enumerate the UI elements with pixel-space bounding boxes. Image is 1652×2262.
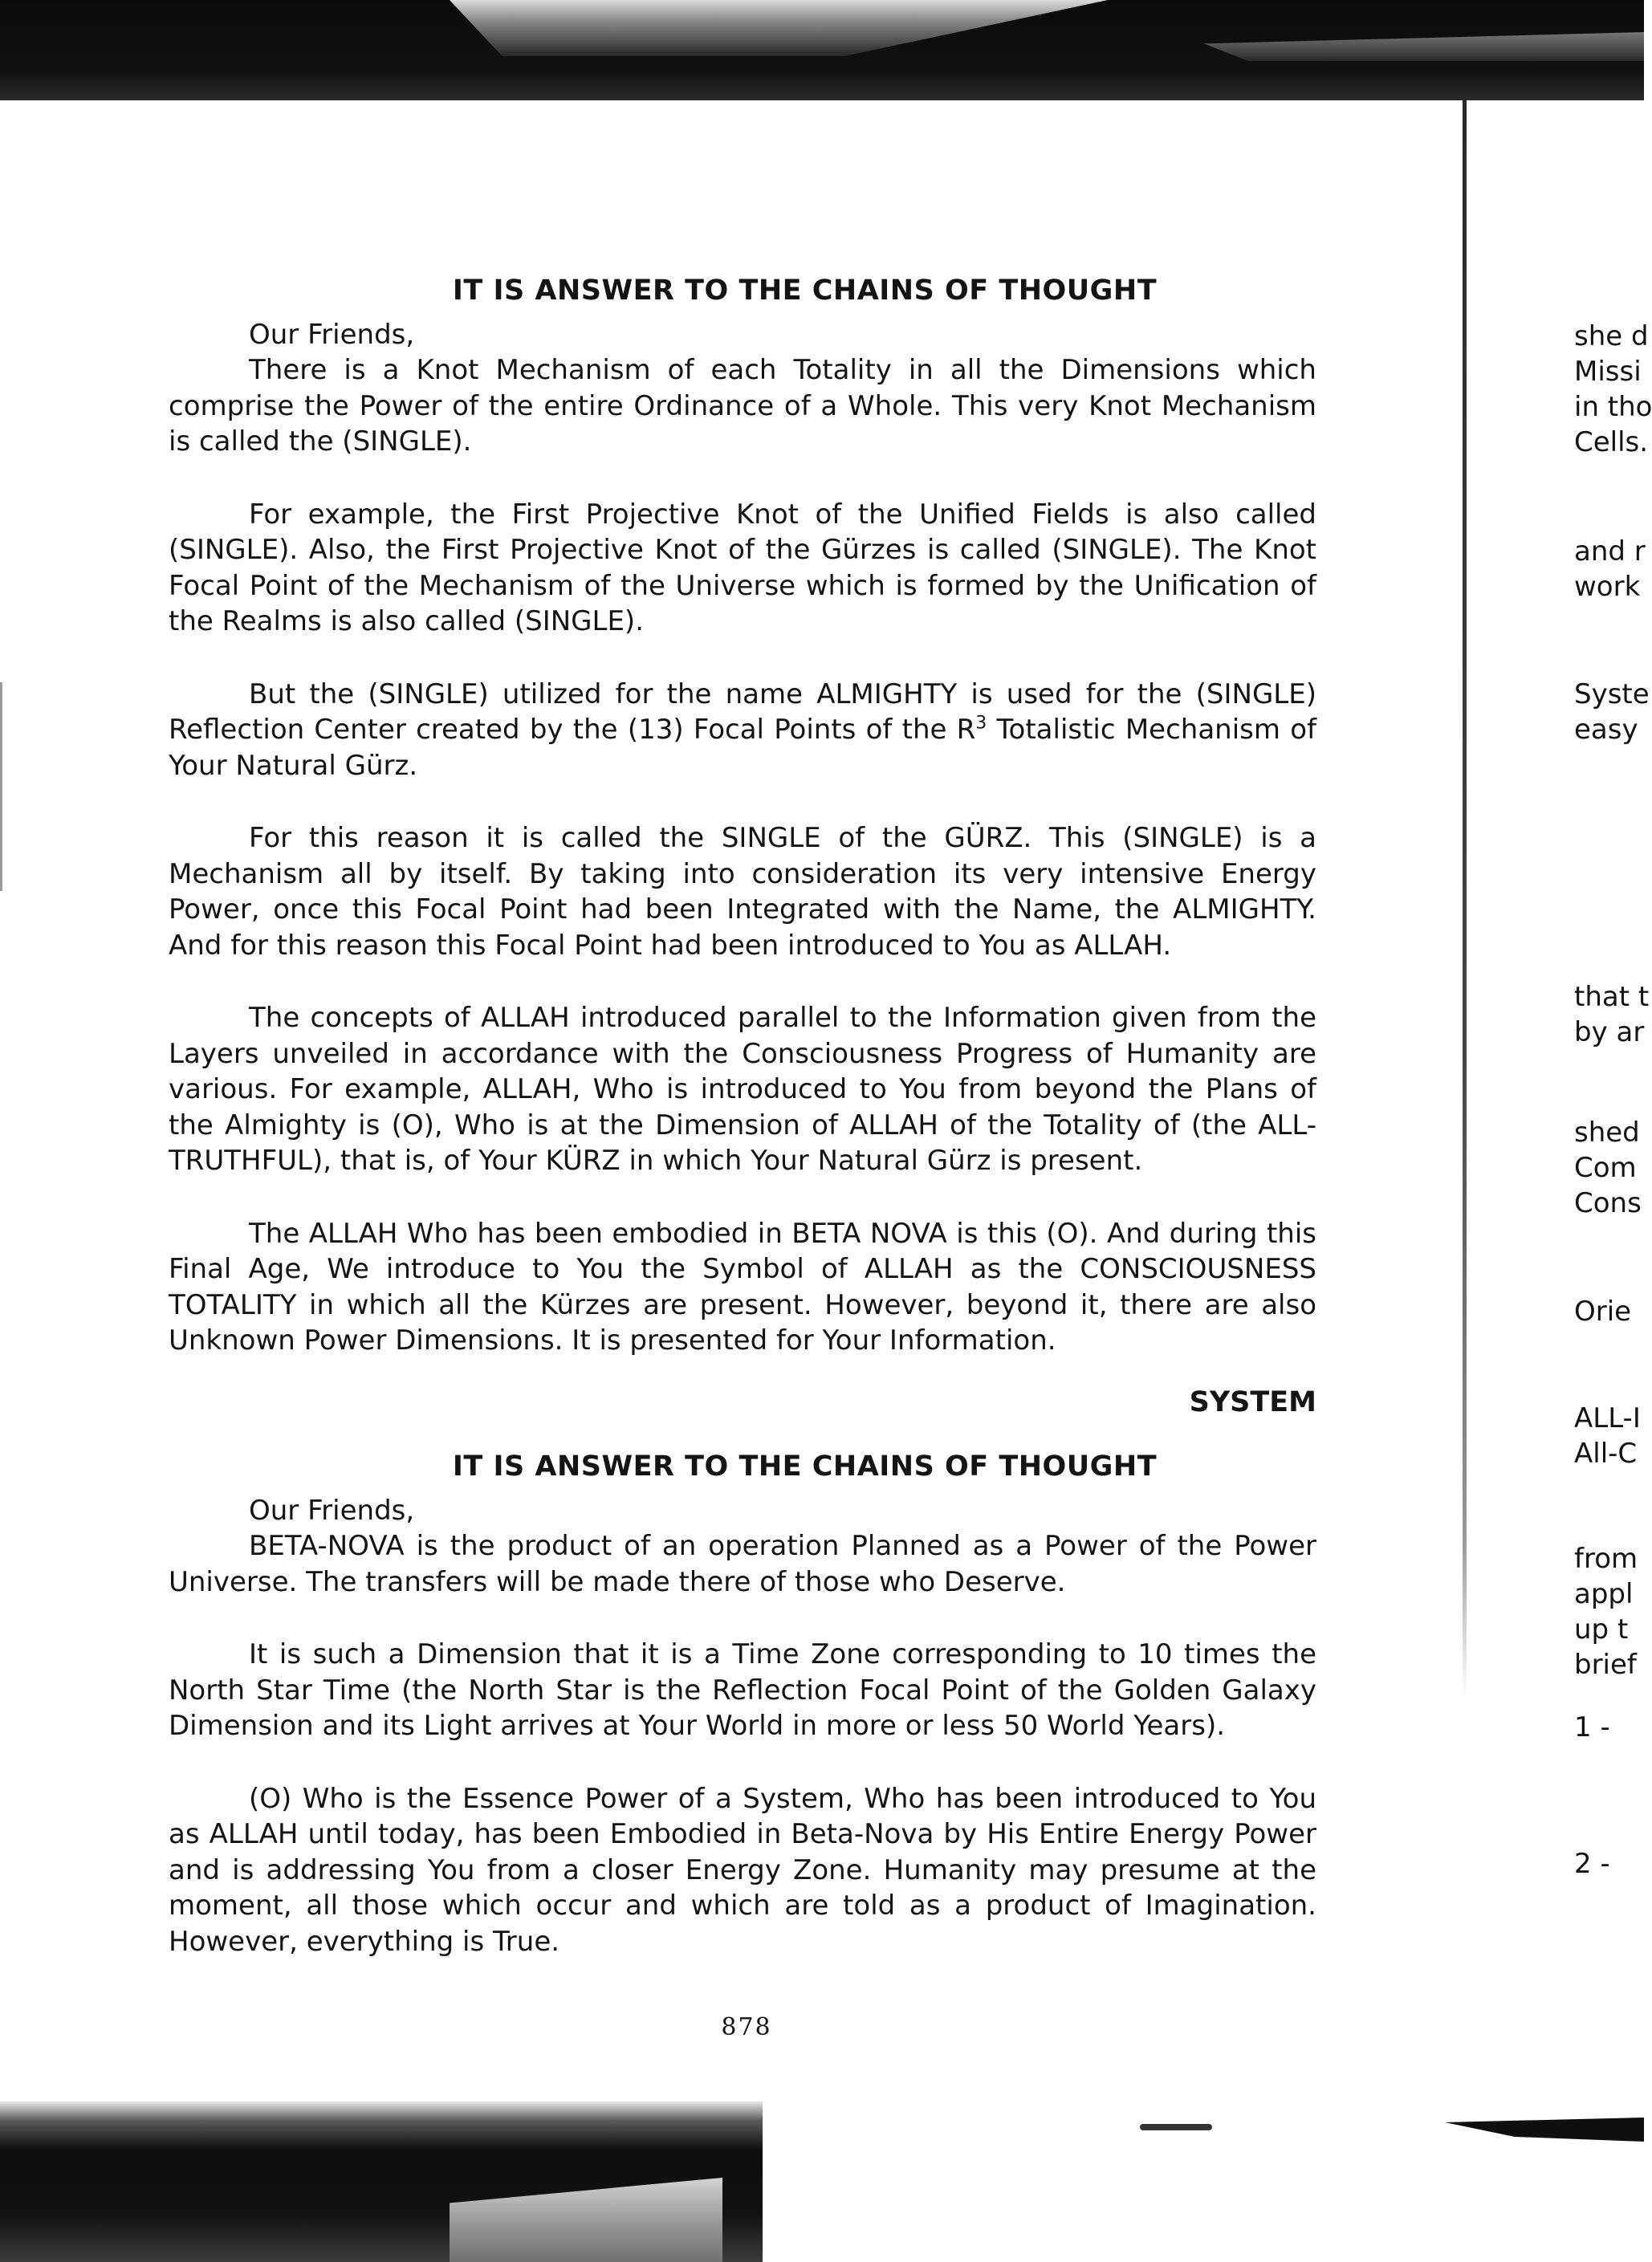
facing-page-text: Cons	[1574, 1187, 1642, 1219]
book-page	[169, 273, 1316, 1996]
book-gutter	[1463, 100, 1467, 1698]
paragraph: The concepts of ALLAH introduced parallel to the Information given from the Layers unveiled in accordance with the Consciousness Progress of Humanity are various. For example, ALLAH, Who is introduced to You from beyond the Plans of the Almighty is (O), Who is at the Dimension of ALLAH of the Totality of (the ALL-TRUTHFUL), that is, of Your KÜRZ in which Your Natural Gürz is present.	[169, 1002, 1316, 1177]
facing-page-text: ALL-I	[1574, 1402, 1641, 1434]
facing-page-text: that t	[1574, 981, 1650, 1013]
facing-page-text: Orie	[1574, 1296, 1632, 1328]
scan-artifact	[1140, 2124, 1212, 2130]
facing-page-text: All-C	[1574, 1438, 1638, 1470]
page-edge	[0, 682, 2, 891]
facing-page-text: shed	[1574, 1117, 1640, 1149]
paragraph-text: But the (SINGLE) utilized for the name ALMIGHTY is used for the (SINGLE) Reflection Center created by the (13) Focal Points of the R	[169, 677, 1316, 746]
facing-page	[1574, 0, 1652, 2262]
page-number: 878	[721, 2013, 772, 2041]
paragraph: For this reason it is called the SINGLE of the GÜRZ. This (SINGLE) is a Mechanism all by itself. By taking into consideration its very intensive Energy Power, once this Focal Point had been Integrated with the Name, the ALMIGHTY. And for this reason this Focal Point had been introduced to You as ALLAH.	[169, 822, 1316, 962]
facing-page-text: in tho	[1574, 391, 1652, 423]
facing-page-text: Com	[1574, 1152, 1637, 1184]
facing-page-text: by ar	[1574, 1016, 1645, 1048]
paragraph-text: Totalistic Mechanism of Your Natural Gürz.	[169, 714, 1316, 782]
paragraph: BETA-NOVA is the product of an operation Planned as a Power of the Power Universe. The transfers will be made there of those who Deserve.	[169, 1530, 1316, 1598]
facing-page-text: appl	[1574, 1578, 1634, 1610]
facing-page-text: easy	[1574, 714, 1638, 746]
paragraph: For example, the First Projective Knot of the Unified Fields is also called (SINGLE). Also, the First Projective Knot of the Gürzes is called (SINGLE). The Knot Focal Point of the Mechanism of the Universe which is formed by the Unification of the Realms is also called (SINGLE).	[169, 498, 1316, 637]
paragraph: There is a Knot Mechanism of each Totality in all the Dimensions which comprise the Power of the entire Ordinance of a Whole. This very Knot Mechanism is called the (SINGLE).	[169, 354, 1316, 458]
scan-artifact	[1445, 2118, 1644, 2142]
paragraph: It is such a Dimension that it is a Time Zone corresponding to 10 times the North Star Time (the North Star is the Reflection Focal Point of the Golden Galaxy Dimension and its Light arrives at Your World in more or less 50 World Years).	[169, 1638, 1316, 1742]
scan-shadow-top	[0, 0, 1644, 100]
scan-shadow-bottom	[0, 2101, 1644, 2262]
paragraph: (O) Who is the Essence Power of a System, Who has been introduced to You as ALLAH until today, has been Embodied in Beta-Nova by His Entire Energy Power and is addressing You from a closer Energy Zone. Humanity may presume at the moment, all those which occur and which are told as a product of Imagination. However, everything is True.	[169, 1782, 1316, 1958]
facing-page-text: Cells.	[1574, 426, 1649, 458]
scan-glare	[450, 0, 1108, 56]
facing-page-text: 2 -	[1574, 1848, 1610, 1880]
facing-page-text: up t	[1574, 1613, 1629, 1646]
superscript: 3	[975, 713, 987, 734]
signature: SYSTEM	[1189, 1385, 1316, 1418]
paragraph: The ALLAH Who has been embodied in BETA NOVA is this (O). And during this Final Age, We introduce to You the Symbol of ALLAH as the CONSCIOUSNESS TOTALITY in which all the Kürzes are present. However, beyond it, there are also Unknown Power Dimensions. It is presented for Your Information.	[169, 1217, 1316, 1357]
facing-page-text: she d	[1574, 320, 1649, 352]
facing-page-text: brief	[1574, 1649, 1637, 1681]
facing-page-text: Syste	[1574, 678, 1650, 710]
salutation: Our Friends,	[249, 318, 415, 351]
facing-page-text: and r	[1574, 535, 1646, 568]
section-heading: IT IS ANSWER TO THE CHAINS OF THOUGHT	[452, 275, 1158, 307]
paragraph	[169, 677, 1316, 784]
facing-page-text: from	[1574, 1543, 1638, 1575]
facing-page-text: work	[1574, 571, 1641, 603]
salutation: Our Friends,	[249, 1494, 415, 1527]
section-heading: IT IS ANSWER TO THE CHAINS OF THOUGHT	[452, 1450, 1158, 1483]
facing-page-text: 1 -	[1574, 1711, 1610, 1743]
facing-page-text: Missi	[1574, 356, 1642, 388]
